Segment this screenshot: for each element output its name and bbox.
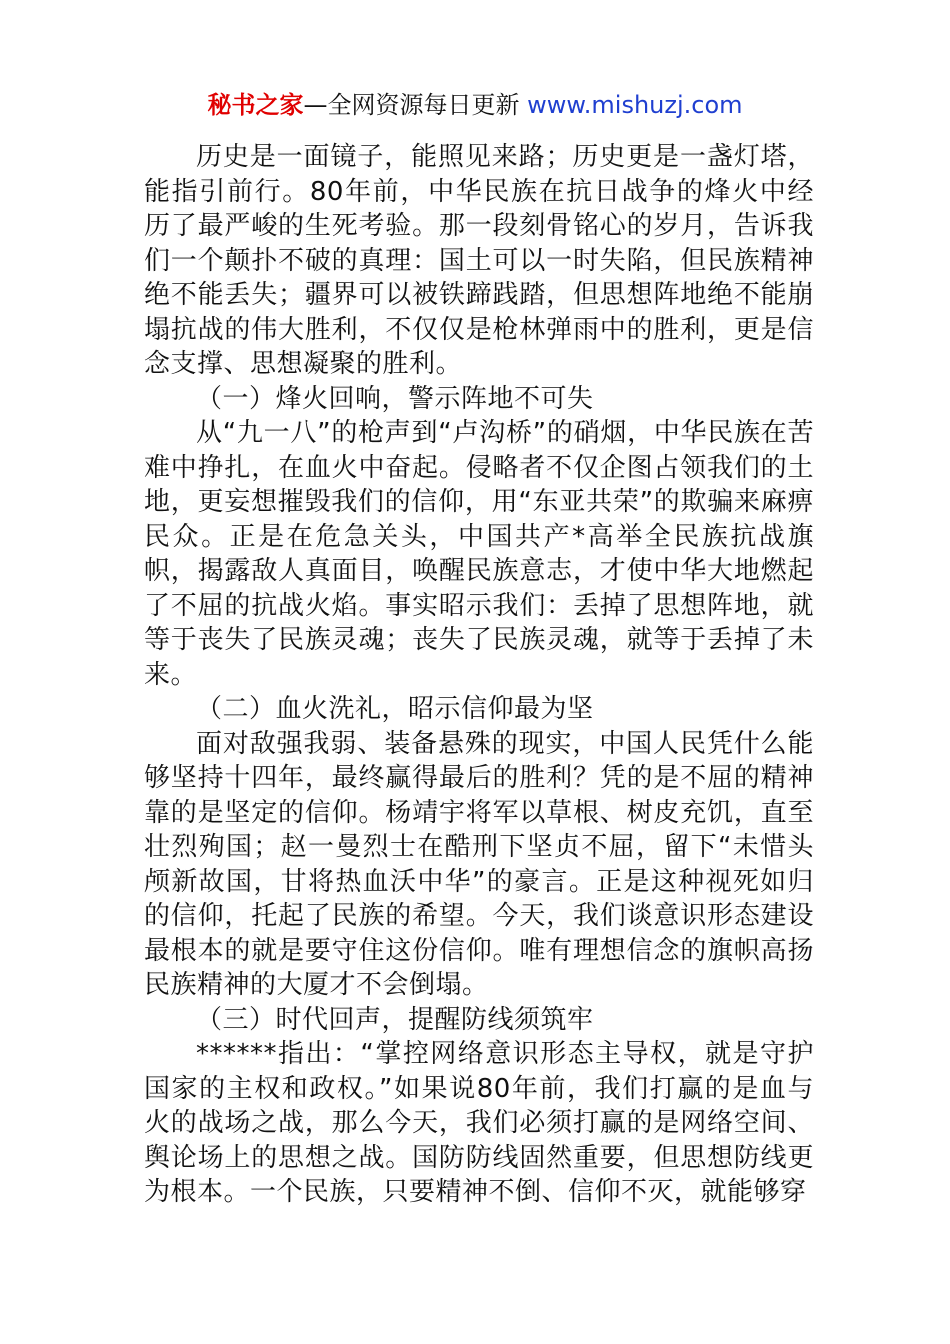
- section-heading-1: （一）烽火回响，警示阵地不可失: [196, 383, 594, 414]
- paragraph-section-1: 从“九一八”的枪声到“卢沟桥”的硝烟，中华民族在苦难中挣扎，在血火中奋起。侵略者不仅企图占领我们的土地，更妄想摧毁我们的信仰，用“东亚共荣”的欺骗来麻痹民众。正是在危急关头，中国共产*高举全民族抗战旗帜，揭露敌人真面目，唤醒民族意志，才使中华大地燃起了不屈的抗战火焰。事实昭示我们：丢掉了思想阵地，就等于丧失了民族灵魂；丧失了民族灵魂，就等于丢掉了未来。: [144, 418, 814, 690]
- paragraph-section-3: ******指出：“掌控网络意识形态主导权，就是守护国家的主权和政权。”如果说80年前，我们打赢的是血与火的战场之战，那么今天，我们必须打赢的是网络空间、舆论场上的思想之战。国防防线固然重要，但思想防线更为根本。一个民族，只要精神不倒、信仰不灭，就能够穿: [144, 1039, 814, 1207]
- paragraph-intro: 历史是一面镜子，能照见来路；历史更是一盏灯塔，能指引前行。80年前，中华民族在抗日战争的烽火中经历了最严峻的生死考验。那一段刻骨铭心的岁月，告诉我们一个颠扑不破的真理：国土可以一时失陷，但民族精神绝不能丢失；疆界可以被铁蹄践踏，但思想阵地绝不能崩塌抗战的伟大胜利，不仅仅是枪林弹雨中的胜利，更是信念支撑、思想凝聚的胜利。: [144, 142, 814, 379]
- header-tagline: —全网资源每日更新: [303, 91, 528, 119]
- section-heading-2: （二）血火洗礼，昭示信仰最为坚: [196, 694, 594, 724]
- document-body: [144, 140, 814, 1210]
- page-header: [0, 88, 950, 122]
- paragraph-section-2: 面对敌强我弱、装备悬殊的现实，中国人民凭什么能够坚持十四年，最终赢得最后的胜利？凭的是不屈的精神靠的是坚定的信仰。杨靖宇将军以草根、树皮充饥，直至壮烈殉国；赵一曼烈士在酷刑下坚贞不屈，留下“未惜头颅新故国，甘将热血沃中华”的豪言。正是这种视死如归的信仰，托起了民族的希望。今天，我们谈意识形态建设最根本的就是要守住这份信仰。唯有理想信念的旗帜高扬民族精神的大厦才不会倒塌。: [144, 728, 814, 1000]
- section-heading-3: （三）时代回声，提醒防线须筑牢: [196, 1004, 594, 1035]
- brand-name: 秘书之家: [207, 91, 304, 119]
- site-url[interactable]: www.mishuzj.com: [527, 91, 743, 119]
